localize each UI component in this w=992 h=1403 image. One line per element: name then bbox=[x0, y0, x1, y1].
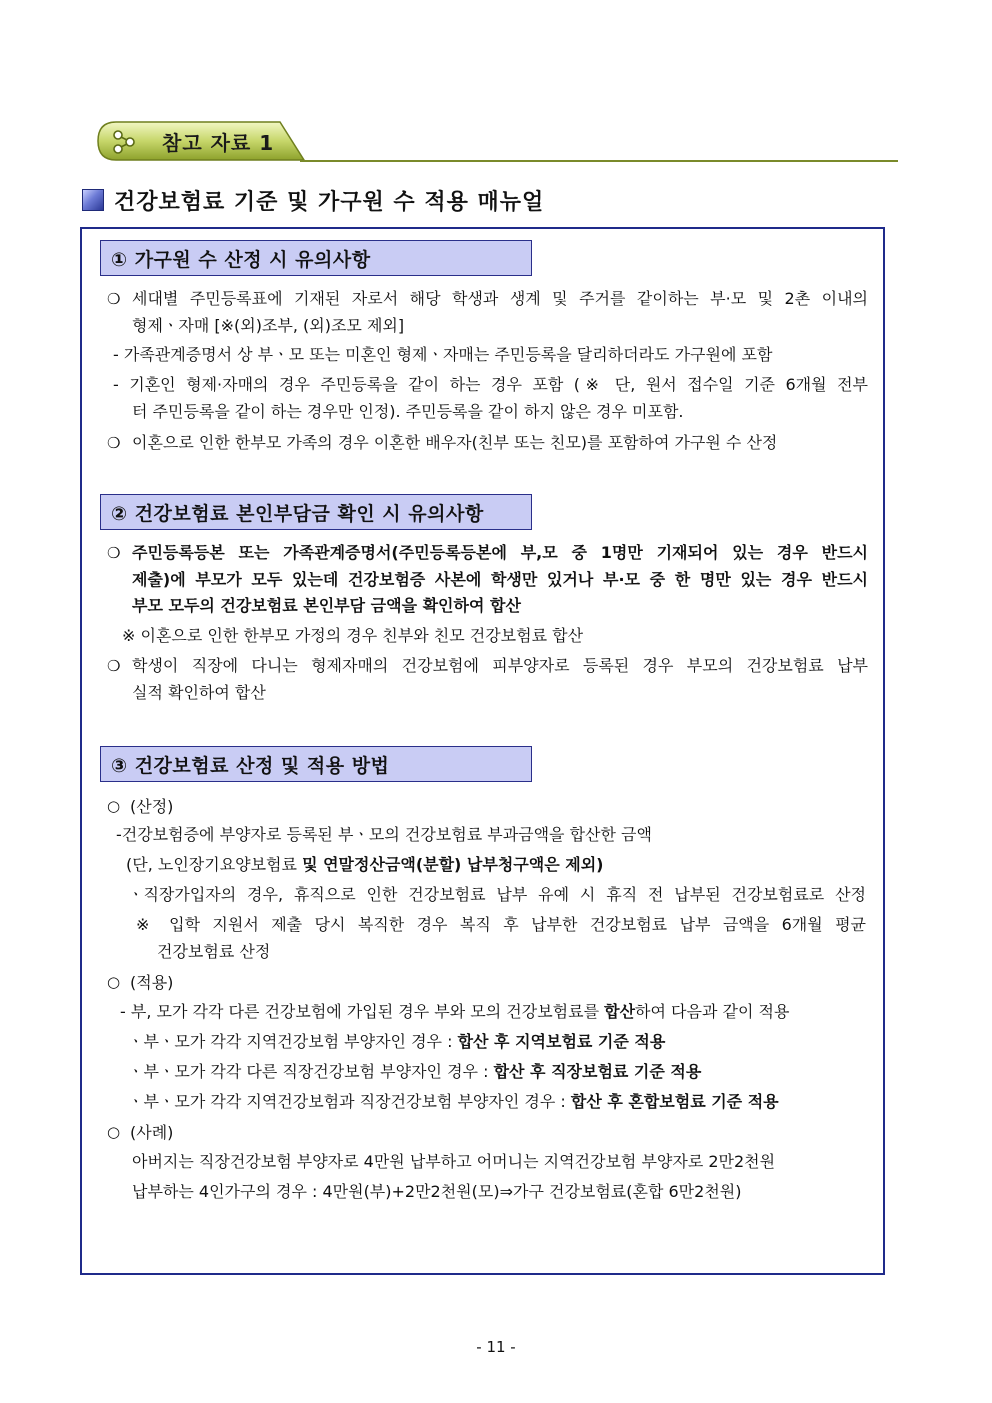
s3-heading-calc: (산정) bbox=[130, 797, 174, 816]
page-title: 건강보험료 기준 및 가구원 수 적용 매뉴얼 bbox=[114, 189, 545, 215]
s2-line-2: 제출)에 부모가 모두 있는데 건강보험증 사본에 학생만 있거나 부·모 중 한 명만 있는 경우 반드시 bbox=[132, 570, 868, 589]
reference-underline bbox=[300, 160, 898, 162]
reference-label: 참고 자료 1 bbox=[162, 131, 275, 155]
circle-bullet-icon: ○ bbox=[107, 973, 121, 991]
circle-bullet-icon: ○ bbox=[107, 797, 121, 815]
s1-line-5: 터 주민등록을 같이 하는 경우만 인정). 주민등록을 같이 하지 않은 경우 미포함. bbox=[132, 402, 684, 421]
s3-line-4: ※ 입학 지원서 제출 당시 복직한 경우 복직 후 납부한 건강보험료 납부 금액을 6개월 평균 bbox=[136, 915, 866, 934]
s2-line-3: 부모 모두의 건강보험료 본인부담 금액을 확인하여 합산 bbox=[132, 596, 521, 615]
section-2-header: ② 건강보험료 본인부담금 확인 시 유의사항 bbox=[100, 494, 532, 530]
s3-line-5: 건강보험료 산정 bbox=[157, 942, 271, 961]
bullet-icon: ❍ bbox=[107, 657, 121, 675]
s2-line-1: 주민등록등본 또는 가족관계증명서(주민등록등본에 부,모 중 1명만 기재되어 있는 경우 반드시 bbox=[132, 543, 868, 562]
s3-line-6: - 부, 모가 각각 다른 건강보험에 가입된 경우 부와 모의 건강보험료를 합산하여 다음과 같이 적용 bbox=[120, 1002, 790, 1021]
bullet-icon: ❍ bbox=[107, 434, 121, 452]
main-title-row bbox=[82, 185, 544, 215]
s3-line-2: (단, 노인장기요양보험료 및 연말정산금액(분할) 납부청구액은 제외) bbox=[126, 855, 604, 874]
s3-heading-example: (사례) bbox=[130, 1123, 174, 1142]
bullet-icon: ❍ bbox=[107, 290, 121, 308]
section-3-header: ③ 건강보험료 산정 및 적용 방법 bbox=[100, 746, 532, 782]
s1-line-6: 이혼으로 인한 한부모 가족의 경우 이혼한 배우자(친부 또는 친모)를 포함하여 가구원 수 산정 bbox=[132, 433, 778, 452]
s2-line-6: 실적 확인하여 합산 bbox=[132, 683, 266, 702]
s3-line-8: ㆍ부ㆍ모가 각각 다른 직장건강보험 부양자인 경우 : 합산 후 직장보험료 기준 적용 bbox=[128, 1062, 702, 1081]
s3-line-9: ㆍ부ㆍ모가 각각 지역건강보험과 직장건강보험 부양자인 경우 : 합산 후 혼합보험료 기준 적용 bbox=[128, 1092, 779, 1111]
s3-line-7: ㆍ부ㆍ모가 각각 지역건강보험 부양자인 경우 : 합산 후 지역보험료 기준 적용 bbox=[128, 1032, 666, 1051]
square-bullet-icon bbox=[82, 189, 104, 211]
page-number: - 11 - bbox=[476, 1338, 516, 1356]
s3-line-3: ㆍ직장가입자의 경우, 휴직으로 인한 건강보험료 납부 유예 시 휴직 전 납부된 건강보험료로 산정 bbox=[128, 885, 866, 904]
s1-line-4: - 기혼인 형제·자매의 경우 주민등록을 같이 하는 경우 포함 (※ 단, 원서 접수일 기준 6개월 전부 bbox=[113, 375, 868, 394]
s3-heading-apply: (적용) bbox=[130, 973, 174, 992]
circle-bullet-icon: ○ bbox=[107, 1123, 121, 1141]
s1-line-2: 형제ㆍ자매 [※(외)조부, (외)조모 제외] bbox=[132, 316, 405, 335]
bullet-icon: ❍ bbox=[107, 544, 121, 562]
s2-line-4: ※ 이혼으로 인한 한부모 가정의 경우 친부와 친모 건강보험료 합산 bbox=[122, 626, 584, 645]
s1-line-1: 세대별 주민등록표에 기재된 자로서 해당 학생과 생계 및 주거를 같이하는 부·모 및 2촌 이내의 bbox=[132, 289, 868, 308]
s3-line-11: 납부하는 4인가구의 경우 : 4만원(부)+2만2천원(모)⇒가구 건강보험료(혼합 6만2천원) bbox=[132, 1182, 742, 1201]
s1-line-3: - 가족관계증명서 상 부ㆍ모 또는 미혼인 형제ㆍ자매는 주민등록을 달리하더라도 가구원에 포함 bbox=[113, 345, 773, 364]
section-1-header: ① 가구원 수 산정 시 유의사항 bbox=[100, 240, 532, 276]
s3-line-1: -건강보험증에 부양자로 등록된 부ㆍ모의 건강보험료 부과금액을 합산한 금액 bbox=[116, 825, 652, 844]
s3-line-10: 아버지는 직장건강보험 부양자로 4만원 납부하고 어머니는 지역건강보험 부양자로 2만2천원 bbox=[132, 1152, 776, 1171]
s2-line-5: 학생이 직장에 다니는 형제자매의 건강보험에 피부양자로 등록된 경우 부모의 건강보험료 납부 bbox=[132, 656, 868, 675]
